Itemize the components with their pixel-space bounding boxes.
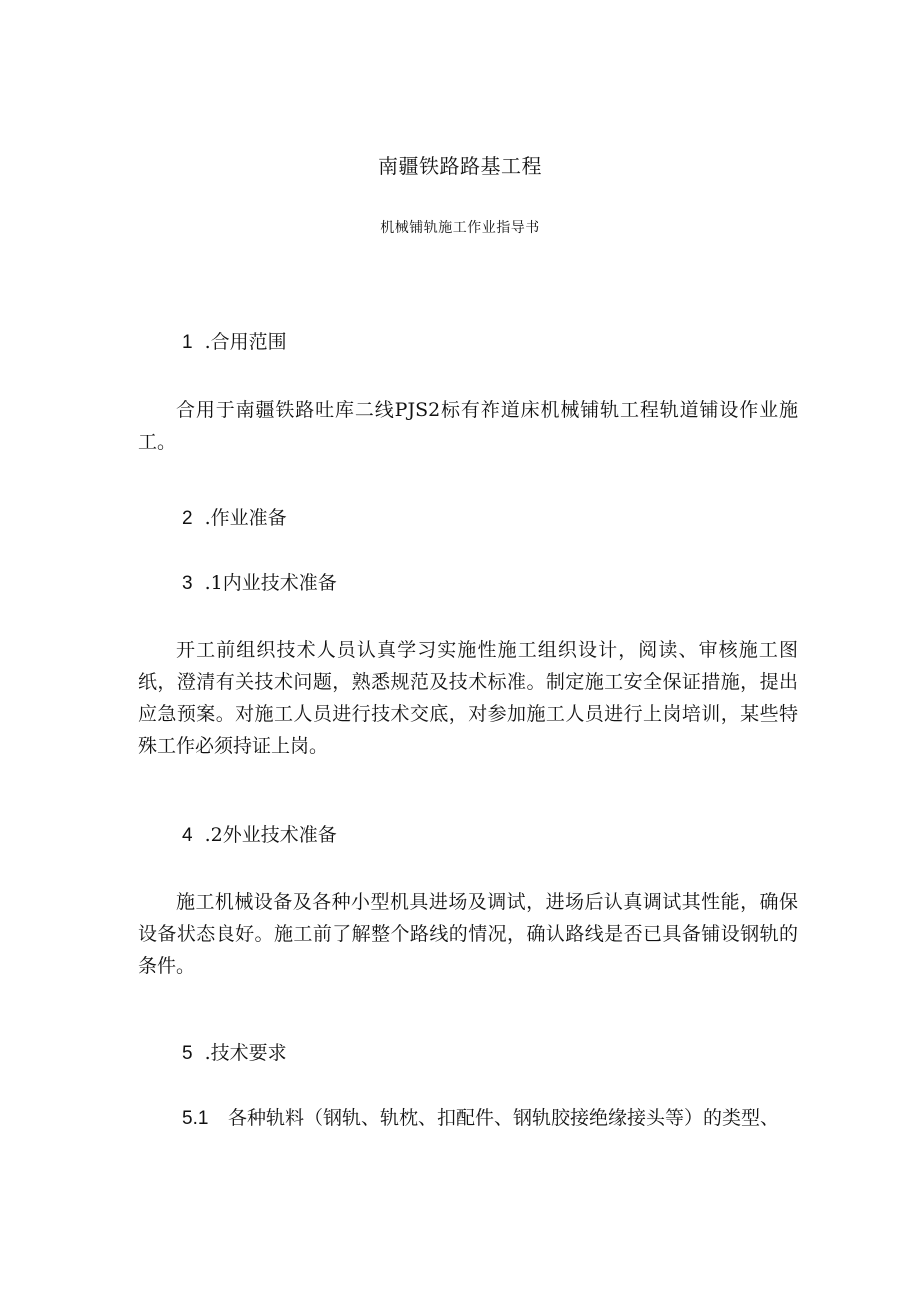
paragraph-external-prep: 施工机械设备及各种小型机具进场及调试，进场后认真调试其性能，确保设备状态良好。施工前了解整个路线的情况，确认路线是否已具备铺设钢轨的条件。 [138, 891, 798, 977]
section-label: .合用范围 [204, 331, 287, 353]
section-label: .1内业技术准备 [204, 572, 337, 594]
section-heading-scope [182, 330, 287, 355]
document-title: 南疆铁路路基工程 [378, 154, 542, 178]
section-heading-external-prep [182, 823, 337, 848]
clause-text: 各种轨料（钢轨、轨枕、扣配件、钢轨胶接绝缘接头等）的类型、 [228, 1107, 780, 1129]
section-number: 5 [182, 1043, 193, 1064]
section-number: 4 [182, 825, 193, 846]
section-number: 2 [182, 508, 193, 529]
section-number: 3 [182, 573, 193, 594]
section-heading-technical-requirements [182, 1041, 287, 1066]
clause-5-1 [182, 1106, 779, 1131]
section-label: .技术要求 [204, 1042, 287, 1064]
section-label: .作业准备 [204, 507, 287, 529]
section-heading-internal-prep [182, 571, 337, 596]
paragraph-scope: 合用于南疆铁路吐库二线PJS2标有祚道床机械铺轨工程轨道铺设作业施工。 [138, 399, 798, 453]
section-number: 1 [182, 332, 193, 353]
clause-number: 5.1 [182, 1108, 209, 1129]
paragraph-internal-prep: 开工前组织技术人员认真学习实施性施工组织设计，阅读、审核施工图纸，澄清有关技术问题，熟悉规范及技术标准。制定施工安全保证措施，提出应急预案。对施工人员进行技术交底，对参加施工人员进行上岗培训，某些特殊工作必须持证上岗。 [138, 639, 798, 757]
document-subtitle: 机械铺轨施工作业指导书 [380, 220, 540, 236]
section-label: .2外业技术准备 [204, 824, 337, 846]
section-heading-preparation [182, 506, 287, 531]
